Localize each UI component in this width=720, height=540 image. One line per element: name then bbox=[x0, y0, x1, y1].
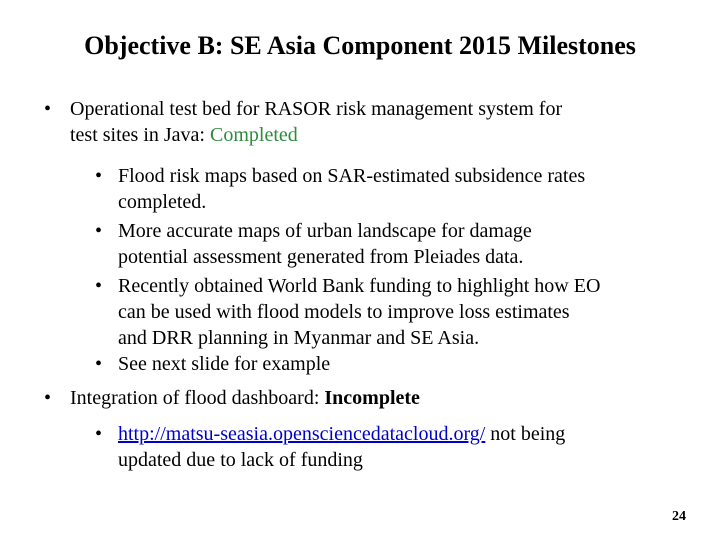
status-incomplete: Incomplete bbox=[324, 387, 420, 409]
bullet-dot: • bbox=[44, 98, 52, 120]
bullet-dot: • bbox=[95, 165, 103, 187]
bullet-dot: • bbox=[95, 275, 103, 297]
slide-title: Objective B: SE Asia Component 2015 Milestones bbox=[84, 31, 636, 60]
sub-bullet-text: updated due to lack of funding bbox=[118, 449, 363, 471]
bullet-text: test sites in Java: bbox=[70, 124, 210, 146]
sub-bullet-text: Flood risk maps based on SAR-estimated subsidence rates bbox=[118, 165, 586, 187]
sub-bullet-text: can be used with flood models to improve loss estimates bbox=[118, 301, 570, 323]
sub-bullet-text: See next slide for example bbox=[118, 353, 331, 375]
sub-bullet-text: potential assessment generated from Pleiades data. bbox=[118, 246, 524, 268]
sub-bullet-text: Recently obtained World Bank funding to highlight how EO bbox=[118, 275, 601, 297]
bullet-text: Integration of flood dashboard: bbox=[70, 387, 325, 409]
page-number: 24 bbox=[672, 509, 686, 524]
bullet-dot: • bbox=[95, 423, 103, 445]
sub-bullet-text: not being bbox=[485, 423, 566, 445]
sub-bullet-text: and DRR planning in Myanmar and SE Asia. bbox=[118, 327, 480, 349]
sub-bullet-text: completed. bbox=[118, 191, 207, 213]
bullet-dot: • bbox=[95, 220, 103, 242]
bullet-dot: • bbox=[44, 387, 52, 409]
dashboard-url-link[interactable]: http://matsu-seasia.opensciencedatacloud.org/ bbox=[118, 423, 486, 445]
bullet-dot: • bbox=[95, 353, 103, 375]
status-completed: Completed bbox=[209, 124, 298, 146]
bullet-text: Operational test bed for RASOR risk management system for bbox=[70, 98, 563, 120]
sub-bullet-text: More accurate maps of urban landscape for damage bbox=[118, 220, 532, 242]
